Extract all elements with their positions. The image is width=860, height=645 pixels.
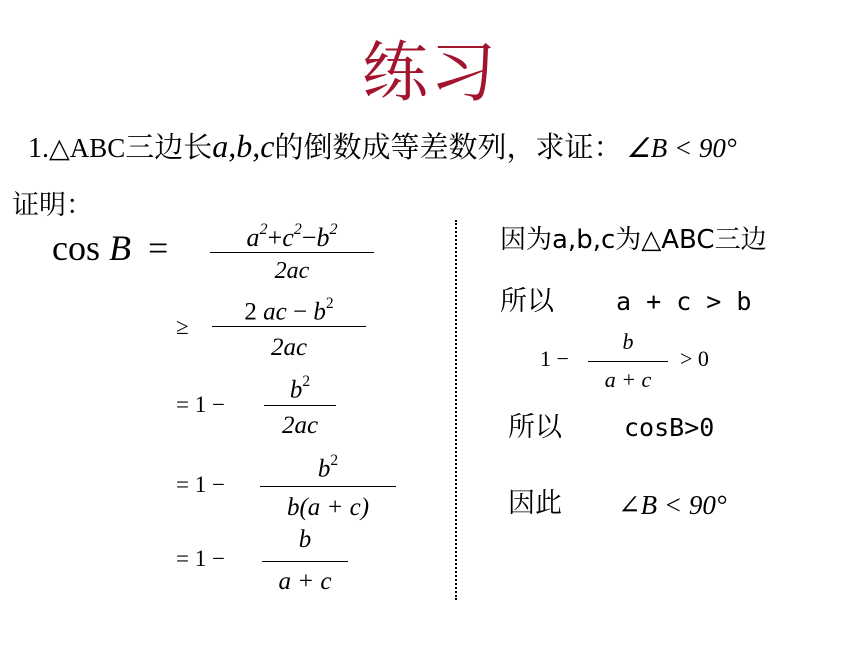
step3-numerator: $b^2$ (289, 373, 311, 404)
step1-denominator: 2ac (274, 258, 310, 284)
step2-fraction (212, 286, 366, 366)
step4-denominator: b(a + c) (286, 494, 370, 521)
reason-line-4-label: 所以 (508, 412, 562, 443)
proof-label: 证明： (12, 190, 93, 221)
step3-prefix: = 1 − (176, 392, 225, 417)
problem-statement (28, 124, 737, 171)
reason-line-3-suffix: > 0 (680, 346, 709, 371)
step2-denominator: 2ac (270, 334, 308, 361)
reason-line-1: 因为a,b,c为△ABC三边 (500, 225, 767, 255)
reason-line-2-label: 所以 (500, 286, 554, 317)
reason-line-3-prefix: 1 − (540, 346, 569, 371)
step3-denominator: 2ac (281, 412, 319, 439)
reason-line-4-math: cosB>0 (624, 413, 715, 442)
reason-line-5-math: ∠B < 90° (618, 490, 727, 520)
step4-prefix: = 1 − (176, 472, 225, 497)
step4-numerator: $b^2$ (317, 452, 339, 483)
slide-title: 练习 (362, 34, 498, 111)
reason-line-3-numerator: b (622, 329, 634, 354)
cos-lhs (52, 226, 168, 270)
step5-fraction (262, 522, 348, 600)
step1-fraction (210, 212, 374, 290)
step5-prefix: = 1 − (176, 546, 225, 571)
triangle-label: △ABC (49, 133, 126, 163)
step5-denominator: a + c (278, 568, 332, 595)
step2-numerator: 2 ac − $b^2$ (244, 295, 334, 326)
problem-conclusion: ∠B < 90° (626, 133, 737, 163)
cos-function: cos (52, 228, 100, 268)
reason-line-5-label: 因此 (508, 488, 562, 519)
step3-fraction (264, 364, 336, 444)
step4-fraction (260, 442, 396, 528)
problem-text-2: 的倒数成等差数列，求证： (274, 130, 623, 164)
step5-numerator: b (298, 526, 312, 553)
reason-line-3-fraction (588, 326, 668, 398)
cos-variable: B (109, 228, 131, 268)
step1-numerator: $a^2+c^2-b^2$ (246, 221, 338, 253)
problem-number: 1. (28, 133, 49, 164)
problem-variables: a,b,c (212, 128, 275, 164)
reason-line-2-math: a + c > b (616, 287, 752, 316)
step2-sign: ≥ (176, 314, 189, 339)
cos-equals: = (148, 228, 169, 268)
column-divider (455, 220, 457, 600)
reason-line-3-denominator: a + c (604, 367, 652, 392)
problem-text-1: 三边长 (125, 130, 213, 164)
